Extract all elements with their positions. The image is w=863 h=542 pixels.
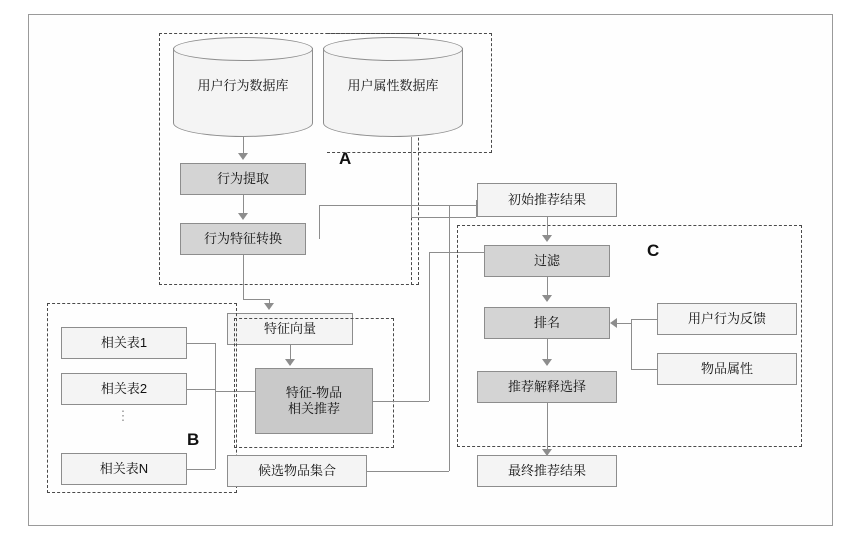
line-right-collector [631,319,632,369]
arrow-db-to-extract [238,153,248,160]
node-behavior-feature-transform: 行为特征转换 [180,223,306,255]
arrow-collector-to-rank [610,318,617,328]
arrow-rank-to-explain [542,359,552,366]
arrow-extract-to-transform [238,213,248,220]
line-rt2-right [187,389,215,390]
node-feature-vector: 特征向量 [227,313,353,345]
line-transform-branch-right [319,205,476,206]
line-attrdb-right [411,217,476,218]
node-behavior-extract: 行为提取 [180,163,306,195]
db-user-behavior [173,37,313,137]
node-filter: 过滤 [484,245,610,277]
line-candidate-right-v [449,205,450,471]
node-feature-item-recommend-line2: 相关推荐 [287,401,340,416]
relation-table-ellipsis: ⋮ [116,408,132,423]
node-final-recommend-result: 最终推荐结果 [477,455,617,487]
line-candidate-right [367,471,449,472]
line-rtn-right [187,469,215,470]
db-user-behavior-top [173,37,313,61]
line-rt1-right [187,343,215,344]
arrow-filter-to-rank [542,295,552,302]
node-relation-table-1: 相关表1 [61,327,187,359]
arrow-initial-to-filter [542,235,552,242]
line-feedback-left [631,319,657,320]
line-b-collector [215,343,216,469]
db-user-attribute-top [323,37,463,61]
line-collector-to-rank [617,323,631,324]
line-transform-to-featurevector-h [243,299,269,300]
db-user-attribute-label: 用户属性数据库 [347,78,439,93]
line-itemattr-left [631,369,657,370]
line-recommend-right [373,401,429,402]
node-rank: 排名 [484,307,610,339]
node-user-behavior-feedback: 用户行为反馈 [657,303,797,335]
group-c-label: C [647,241,660,260]
node-relation-table-2: 相关表2 [61,373,187,405]
node-relation-table-n: 相关表N [61,453,187,485]
line-transform-to-featurevector [243,255,244,299]
line-transform-branch-v [319,205,320,239]
db-user-attribute [323,37,463,137]
node-recommend-explain-select: 推荐解释选择 [477,371,617,403]
line-explain-to-final [547,403,548,455]
diagram-frame [28,14,833,526]
group-a-label: A [339,149,352,168]
node-feature-item-recommend [255,368,373,434]
node-candidate-item-set: 候选物品集合 [227,455,367,487]
node-feature-item-recommend-line1: 特征-物品 [285,384,343,400]
node-initial-recommend-result: 初始推荐结果 [477,183,617,217]
line-recommend-right-v [429,252,430,401]
arrow-to-featurevector [264,303,274,310]
node-item-attribute: 物品属性 [657,353,797,385]
db-user-behavior-label: 用户行为数据库 [197,78,289,93]
group-b-label: B [187,430,200,449]
